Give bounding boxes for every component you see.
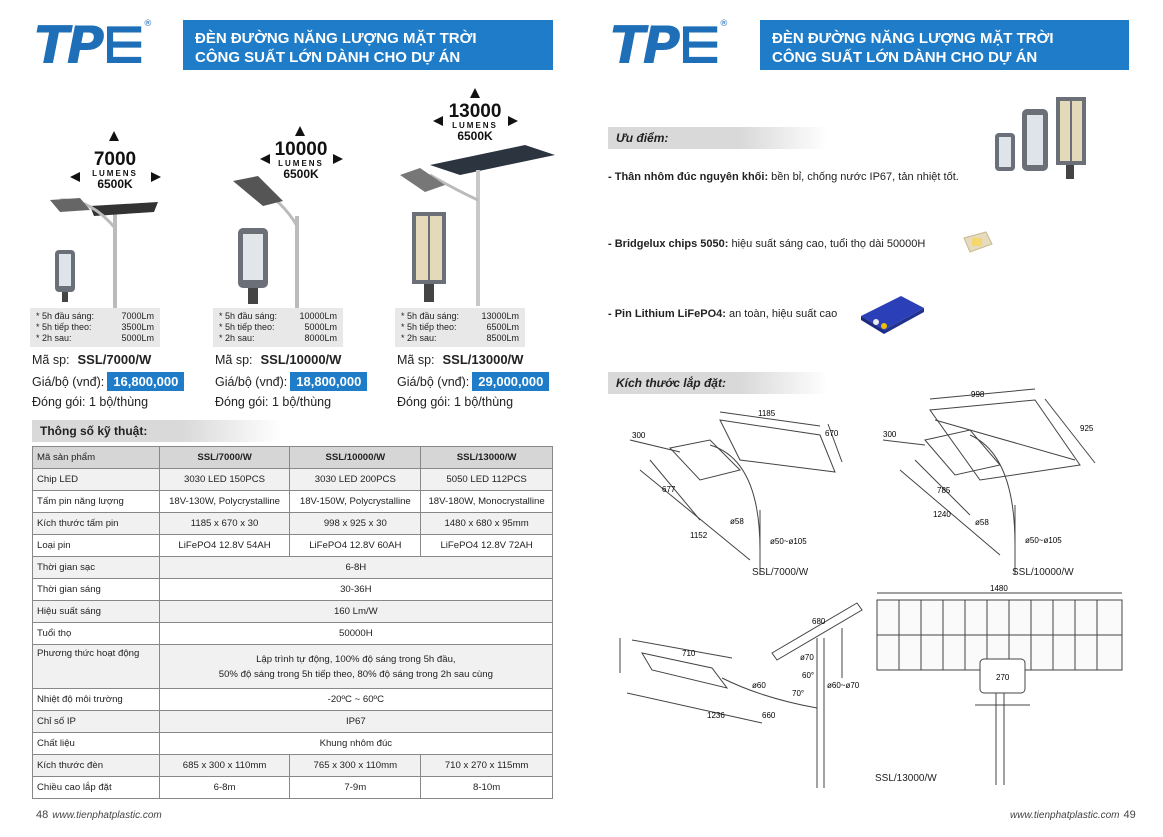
table-cell: 5050 LED 112PCS [421, 469, 553, 491]
table-row [33, 733, 553, 755]
dim-label: 1240 [933, 510, 951, 519]
kelvin-value: 6500K [97, 177, 133, 191]
page-footer-right [1010, 809, 1140, 821]
banner-line-2: CÔNG SUẤT LỚN DÀNH CHO DỰ ÁN [772, 49, 1038, 66]
table-cell [159, 645, 552, 689]
table-row [33, 535, 553, 557]
dim-label: 60° [802, 671, 815, 680]
spec-value: 8500Lm [486, 333, 519, 343]
lumen-badge [261, 140, 341, 181]
table-row [33, 689, 553, 711]
page-number: 49 [1123, 809, 1136, 821]
led-chip-icon [960, 228, 994, 256]
table-row [33, 755, 553, 777]
lumen-unit: LUMENS [278, 159, 324, 168]
dim-label: ø60~ø70 [827, 681, 860, 690]
install-diagram-ssl-13000-front [872, 585, 1127, 785]
lumen-value: 13000 [448, 101, 502, 122]
packing-info: Đóng gói: 1 bộ/thùng [215, 395, 332, 409]
light-ray-icon [151, 172, 161, 182]
row-label: Phương thức hoạt động [33, 645, 160, 689]
diagram-label: SSL/10000/W [1012, 567, 1074, 578]
operation-line-1: Lập trình tự động, 100% độ sáng trong 5h đầu, [256, 653, 456, 665]
dim-label: 1185 [758, 409, 776, 418]
dim-label: 677 [662, 485, 676, 494]
row-label: Kích thước tấm pin [33, 513, 160, 535]
table-cell: 1185 x 670 x 30 [159, 513, 290, 535]
spec-label: * 5h đầu sáng: [219, 311, 278, 321]
light-ray-icon [470, 88, 480, 98]
spec-label: * 5h tiếp theo: [401, 322, 457, 332]
advantages-heading: Ưu điểm: [608, 127, 828, 149]
website-link[interactable]: www.tienphatplastic.com [1010, 810, 1120, 821]
table-cell: 3030 LED 150PCS [159, 469, 290, 491]
light-ray-icon [70, 172, 80, 182]
light-ray-icon [433, 116, 443, 126]
spec-label: * 5h tiếp theo: [36, 322, 92, 332]
dim-label: 300 [883, 430, 897, 439]
install-diagram-ssl-7000 [620, 400, 860, 580]
dim-label: 70° [792, 689, 805, 698]
table-cell: 3030 LED 200PCS [290, 469, 421, 491]
dim-label: ø50~ø105 [1025, 536, 1062, 545]
dim-label: 925 [1080, 424, 1094, 433]
table-cell: LiFePO4 12.8V 54AH [159, 535, 290, 557]
table-cell: 18V-150W, Polycrystalline [290, 491, 421, 513]
install-diagram-ssl-10000 [875, 385, 1125, 580]
dim-label: 710 [682, 649, 696, 658]
table-header-cell: SSL/7000/W [159, 447, 290, 469]
advantage-item: - Pin Lithium LiFePO4: an toàn, hiệu suất cao [608, 308, 838, 320]
price-tag: 16,800,000 [107, 372, 184, 391]
table-cell: 160 Lm/W [159, 601, 552, 623]
table-cell: 50000H [159, 623, 552, 645]
table-cell: 6-8H [159, 557, 552, 579]
kelvin-value: 6500K [457, 129, 493, 143]
table-row [33, 557, 553, 579]
price-tag: 29,000,000 [472, 372, 549, 391]
banner-line-2: CÔNG SUẤT LỚN DÀNH CHO DỰ ÁN [195, 49, 461, 66]
table-cell: 685 x 300 x 110mm [159, 755, 290, 777]
row-label: Tấm pin năng lượng [33, 491, 160, 513]
light-ray-icon [260, 154, 270, 164]
table-cell: 710 x 270 x 115mm [421, 755, 553, 777]
dim-label: 1152 [690, 531, 708, 540]
dim-label: 1480 [990, 585, 1008, 593]
dim-label: 680 [812, 617, 826, 626]
table-header-row [33, 447, 553, 469]
table-header-cell: Mã sản phẩm [33, 447, 160, 469]
product-price: Giá/bộ (vnđ): 18,800,000 [215, 372, 367, 391]
spec-box [213, 308, 343, 347]
table-cell: 998 x 925 x 30 [290, 513, 421, 535]
banner-line-1: ĐÈN ĐƯỜNG NĂNG LƯỢNG MẶT TRỜI [195, 30, 477, 47]
table-cell: LiFePO4 12.8V 60AH [290, 535, 421, 557]
spec-value: 13000Lm [481, 311, 519, 321]
table-header-cell: SSL/10000/W [290, 447, 421, 469]
table-cell: 1480 x 680 x 95mm [421, 513, 553, 535]
row-label: Kích thước đèn [33, 755, 160, 777]
lumen-badge [75, 150, 155, 191]
table-cell: -20ºC ~ 60ºC [159, 689, 552, 711]
street-light-image [223, 176, 373, 308]
spec-value: 5000Lm [304, 322, 337, 332]
table-cell: 6-8m [159, 777, 290, 799]
table-cell: LiFePO4 12.8V 72AH [421, 535, 553, 557]
table-row [33, 777, 553, 799]
street-light-image [400, 140, 560, 306]
banner-line-1: ĐÈN ĐƯỜNG NĂNG LƯỢNG MẶT TRỜI [772, 30, 1054, 47]
spec-heading: Thông số kỹ thuật: [32, 420, 282, 442]
row-label: Loại pin [33, 535, 160, 557]
spec-table [32, 446, 553, 799]
website-link[interactable]: www.tienphatplastic.com [52, 810, 162, 821]
lumen-value: 7000 [93, 149, 137, 170]
row-label: Thời gian sáng [33, 579, 160, 601]
advantage-item: - Bridgelux chips 5050: hiệu suất sáng cao, tuổi thọ dài 50000H [608, 238, 926, 250]
table-cell: 18V-130W, Polycrystalline [159, 491, 290, 513]
product-card-13000 [395, 80, 565, 414]
table-cell: IP67 [159, 711, 552, 733]
row-label: Chỉ số IP [33, 711, 160, 733]
install-heading: Kích thước lắp đặt: [608, 372, 828, 394]
advantage-item: - Thân nhôm đúc nguyên khối: bền bỉ, chống nước IP67, tản nhiệt tốt. [608, 171, 959, 183]
page-footer-left [32, 809, 162, 821]
row-label: Tuổi thọ [33, 623, 160, 645]
product-code: Mã sp: SSL/10000/W [215, 352, 342, 367]
spec-box [395, 308, 525, 347]
product-code: Mã sp: SSL/13000/W [397, 352, 524, 367]
page-banner-left [183, 20, 553, 70]
table-row [33, 601, 553, 623]
spec-value: 3500Lm [121, 322, 154, 332]
row-label: Chiều cao lắp đặt [33, 777, 160, 799]
price-tag: 18,800,000 [290, 372, 367, 391]
packing-info: Đóng gói: 1 bộ/thùng [32, 395, 149, 409]
street-light-image [50, 188, 190, 308]
battery-icon [856, 290, 926, 336]
page-banner-right [760, 20, 1129, 70]
table-row [33, 469, 553, 491]
dim-label: ø60 [752, 681, 766, 690]
table-row [33, 513, 553, 535]
spec-box [30, 308, 160, 347]
spec-label: * 5h tiếp theo: [219, 322, 275, 332]
product-code: Mã sp: SSL/7000/W [32, 352, 152, 367]
spec-value: 8000Lm [304, 333, 337, 343]
product-card-10000 [213, 124, 383, 414]
table-cell: Khung nhôm đúc [159, 733, 552, 755]
light-ray-icon [508, 116, 518, 126]
table-cell: 765 x 300 x 110mm [290, 755, 421, 777]
lumen-badge [435, 102, 515, 143]
spec-label: * 2h sau: [36, 333, 72, 343]
table-cell: 8-10m [421, 777, 553, 799]
row-label: Chất liệu [33, 733, 160, 755]
brand-logo-right: TP⋿® [610, 16, 729, 76]
dim-label: ø50~ø105 [770, 537, 807, 546]
dim-label: ø70 [800, 653, 814, 662]
lumen-value: 10000 [274, 139, 328, 160]
row-label: Chip LED [33, 469, 160, 491]
row-label: Nhiệt độ môi trường [33, 689, 160, 711]
table-row [33, 579, 553, 601]
dim-label: 660 [762, 711, 776, 720]
dim-label: 1236 [707, 711, 725, 720]
diagram-label: SSL/13000/W [875, 773, 937, 784]
lumen-unit: LUMENS [92, 169, 138, 178]
dim-label: 785 [937, 486, 951, 495]
product-card-7000 [30, 128, 200, 413]
page-number: 48 [36, 809, 49, 821]
dim-label: 270 [996, 673, 1010, 682]
dim-label: ø58 [975, 518, 989, 527]
product-price: Giá/bộ (vnđ): 16,800,000 [32, 372, 184, 391]
spec-value: 10000Lm [299, 311, 337, 321]
row-label: Thời gian sạc [33, 557, 160, 579]
packing-info: Đóng gói: 1 bộ/thùng [397, 395, 514, 409]
dim-label: ø58 [730, 517, 744, 526]
product-price: Giá/bộ (vnđ): 29,000,000 [397, 372, 549, 391]
table-cell: 7-9m [290, 777, 421, 799]
light-ray-icon [295, 126, 305, 136]
install-diagram-ssl-13000-side [612, 598, 872, 788]
spec-value: 5000Lm [121, 333, 154, 343]
table-row [33, 645, 553, 689]
spec-value: 6500Lm [486, 322, 519, 332]
row-label: Hiệu suất sáng [33, 601, 160, 623]
operation-line-2: 50% độ sáng trong 5h tiếp theo, 80% độ sáng trong 2h sau cùng [218, 668, 493, 680]
spec-label: * 5h đầu sáng: [401, 311, 460, 321]
table-row [33, 623, 553, 645]
dim-label: 300 [632, 431, 646, 440]
lamp-family-image [990, 95, 1090, 185]
spec-value: 7000Lm [121, 311, 154, 321]
table-row [33, 711, 553, 733]
kelvin-value: 6500K [283, 167, 319, 181]
spec-label: * 2h sau: [401, 333, 437, 343]
dim-label: 998 [971, 390, 985, 399]
light-ray-icon [333, 154, 343, 164]
dim-label: 670 [825, 429, 839, 438]
table-cell: 18V-180W, Monocrystalline [421, 491, 553, 513]
diagram-label: SSL/7000/W [752, 567, 809, 578]
brand-logo-left: TP⋿® [34, 16, 153, 76]
lumen-unit: LUMENS [452, 121, 498, 130]
table-row [33, 491, 553, 513]
light-ray-icon [109, 131, 119, 141]
table-cell: 30-36H [159, 579, 552, 601]
spec-label: * 2h sau: [219, 333, 255, 343]
table-header-cell: SSL/13000/W [421, 447, 553, 469]
spec-label: * 5h đầu sáng: [36, 311, 95, 321]
